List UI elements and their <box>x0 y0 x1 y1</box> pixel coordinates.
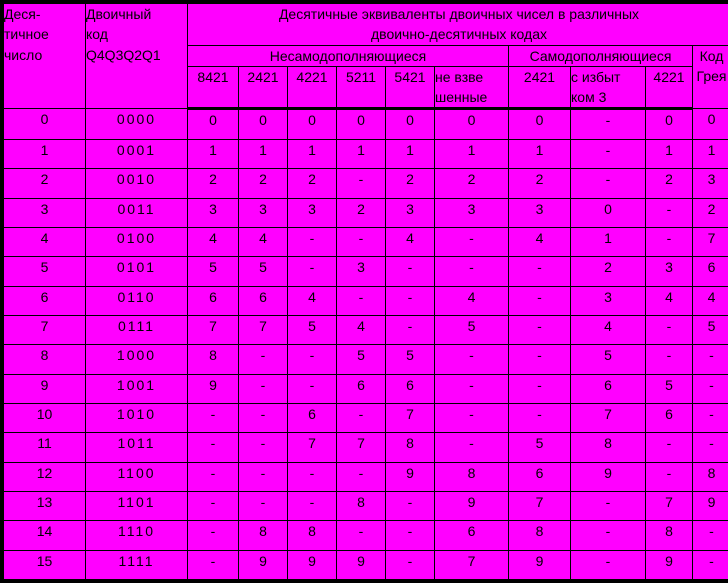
cell-2421-b: - <box>509 345 571 374</box>
cell-binary: 0111 <box>86 315 188 344</box>
cell-5421: 7 <box>386 403 435 432</box>
table-row <box>4 521 728 550</box>
cell-gray: 2 <box>693 198 728 227</box>
cell-unweighted: 2 <box>435 169 509 198</box>
cell-binary: 1010 <box>86 403 188 432</box>
cell-2421-a: 5 <box>239 257 288 286</box>
cell-5211: 8 <box>337 491 386 520</box>
cell-4221-a: - <box>288 257 337 286</box>
cell-8421: 9 <box>188 374 239 403</box>
header-sub-excess-3-line-2: ком 3 <box>571 89 607 106</box>
header-sub-5421: 5421 <box>386 66 435 109</box>
cell-2421-b: 8 <box>509 521 571 550</box>
cell-binary: 0101 <box>86 257 188 286</box>
cell-2421-b: 2 <box>509 169 571 198</box>
cell-4221-b: 6 <box>646 403 693 432</box>
cell-excess-3: - <box>571 109 646 139</box>
table-body <box>4 109 728 580</box>
cell-4221-a: 0 <box>288 109 337 139</box>
table-row <box>4 491 728 520</box>
cell-unweighted: - <box>435 433 509 462</box>
cell-gray: 8 <box>693 462 728 491</box>
cell-5421: 2 <box>386 169 435 198</box>
cell-4221-a: - <box>288 227 337 256</box>
cell-gray: - <box>693 374 728 403</box>
cell-4221-a: 7 <box>288 433 337 462</box>
cell-5421: - <box>386 257 435 286</box>
cell-gray: 3 <box>693 169 728 198</box>
cell-decimal: 13 <box>4 491 86 520</box>
cell-unweighted: 5 <box>435 315 509 344</box>
cell-8421: 4 <box>188 227 239 256</box>
cell-binary: 1001 <box>86 374 188 403</box>
cell-binary: 0000 <box>86 109 188 139</box>
cell-5211: - <box>337 521 386 550</box>
cell-5211: 5 <box>337 345 386 374</box>
cell-excess-3: 0 <box>571 198 646 227</box>
cell-excess-3: 6 <box>571 374 646 403</box>
cell-decimal: 7 <box>4 315 86 344</box>
binary-decimal-codes-table <box>3 3 728 580</box>
table-row <box>4 315 728 344</box>
cell-8421: 3 <box>188 198 239 227</box>
cell-gray: - <box>693 345 728 374</box>
table-row <box>4 227 728 256</box>
cell-decimal: 5 <box>4 257 86 286</box>
cell-5211: 9 <box>337 550 386 580</box>
cell-2421-b: - <box>509 286 571 315</box>
cell-5211: 1 <box>337 139 386 168</box>
cell-5211: 6 <box>337 374 386 403</box>
cell-4221-b: - <box>646 433 693 462</box>
cell-2421-a: - <box>239 462 288 491</box>
cell-binary: 0001 <box>86 139 188 168</box>
header-decimal-number <box>4 4 86 109</box>
cell-4221-b: - <box>646 315 693 344</box>
cell-gray: 4 <box>693 286 728 315</box>
cell-excess-3: 9 <box>571 462 646 491</box>
cell-decimal: 14 <box>4 521 86 550</box>
cell-decimal: 2 <box>4 169 86 198</box>
cell-2421-a: - <box>239 491 288 520</box>
cell-4221-b: 8 <box>646 521 693 550</box>
cell-2421-b: 5 <box>509 433 571 462</box>
cell-4221-a: 4 <box>288 286 337 315</box>
cell-decimal: 0 <box>4 109 86 139</box>
cell-decimal: 11 <box>4 433 86 462</box>
cell-excess-3: - <box>571 139 646 168</box>
cell-gray: - <box>693 521 728 550</box>
cell-2421-a: 3 <box>239 198 288 227</box>
table-row <box>4 462 728 491</box>
cell-excess-3: 3 <box>571 286 646 315</box>
cell-unweighted: 8 <box>435 462 509 491</box>
cell-unweighted: 7 <box>435 550 509 580</box>
cell-4221-a: 5 <box>288 315 337 344</box>
cell-4221-b: - <box>646 345 693 374</box>
cell-5421: - <box>386 286 435 315</box>
cell-8421: 0 <box>188 109 239 139</box>
cell-excess-3: - <box>571 550 646 580</box>
header-decimal-line-2: тичное <box>4 26 49 43</box>
cell-decimal: 1 <box>4 139 86 168</box>
cell-gray: 6 <box>693 257 728 286</box>
cell-2421-b: - <box>509 257 571 286</box>
cell-decimal: 8 <box>4 345 86 374</box>
cell-2421-b: 0 <box>509 109 571 139</box>
cell-2421-a: 7 <box>239 315 288 344</box>
cell-2421-b: - <box>509 315 571 344</box>
cell-2421-a: - <box>239 345 288 374</box>
cell-4221-a: - <box>288 491 337 520</box>
table-header <box>4 4 728 109</box>
header-binary-line-2: код <box>86 26 108 43</box>
cell-decimal: 6 <box>4 286 86 315</box>
cell-excess-3: 5 <box>571 345 646 374</box>
cell-8421: 1 <box>188 139 239 168</box>
cell-gray: 1 <box>693 139 728 168</box>
cell-4221-b: 3 <box>646 257 693 286</box>
table-row <box>4 433 728 462</box>
cell-5211: 7 <box>337 433 386 462</box>
table-row <box>4 169 728 198</box>
table-row <box>4 139 728 168</box>
header-decimal-line-1: Деся- <box>4 6 41 22</box>
cell-excess-3: 1 <box>571 227 646 256</box>
cell-2421-a: 0 <box>239 109 288 139</box>
cell-4221-a: 2 <box>288 169 337 198</box>
cell-4221-a: - <box>288 345 337 374</box>
cell-binary: 1000 <box>86 345 188 374</box>
cell-unweighted: 9 <box>435 491 509 520</box>
cell-unweighted: - <box>435 227 509 256</box>
cell-2421-a: - <box>239 433 288 462</box>
cell-4221-a: - <box>288 374 337 403</box>
header-title-line-2: двоично-десятичных кодах <box>371 26 547 43</box>
cell-4221-b: 5 <box>646 374 693 403</box>
table-row <box>4 286 728 315</box>
cell-5211: - <box>337 227 386 256</box>
header-sub-4221-b: 4221 <box>646 66 693 109</box>
cell-8421: 5 <box>188 257 239 286</box>
cell-8421: - <box>188 403 239 432</box>
header-sub-unweighted-line-1: не взве <box>435 68 484 85</box>
cell-5211: - <box>337 286 386 315</box>
cell-2421-b: 4 <box>509 227 571 256</box>
cell-gray: 5 <box>693 315 728 344</box>
cell-excess-3: 4 <box>571 315 646 344</box>
cell-4221-b: - <box>646 462 693 491</box>
cell-gray: - <box>693 433 728 462</box>
cell-binary: 1101 <box>86 491 188 520</box>
cell-decimal: 4 <box>4 227 86 256</box>
cell-unweighted: - <box>435 374 509 403</box>
header-title-equivalents <box>188 4 728 46</box>
cell-2421-a: 4 <box>239 227 288 256</box>
cell-2421-b: - <box>509 374 571 403</box>
cell-5421: 0 <box>386 109 435 139</box>
cell-excess-3: 8 <box>571 433 646 462</box>
cell-decimal: 12 <box>4 462 86 491</box>
cell-5421: 5 <box>386 345 435 374</box>
cell-gray: - <box>693 403 728 432</box>
cell-2421-b: 6 <box>509 462 571 491</box>
cell-gray: 7 <box>693 227 728 256</box>
cell-8421: - <box>188 433 239 462</box>
header-sub-5211: 5211 <box>337 66 386 109</box>
table-row <box>4 374 728 403</box>
cell-4221-b: - <box>646 198 693 227</box>
cell-2421-b: 7 <box>509 491 571 520</box>
cell-2421-a: 8 <box>239 521 288 550</box>
cell-binary: 0010 <box>86 169 188 198</box>
cell-5421: 1 <box>386 139 435 168</box>
header-sub-excess-3 <box>571 66 646 109</box>
cell-5211: 3 <box>337 257 386 286</box>
cell-5211: - <box>337 462 386 491</box>
cell-8421: - <box>188 462 239 491</box>
cell-binary: 0110 <box>86 286 188 315</box>
header-binary-line-3: Q4Q3Q2Q1 <box>86 46 161 63</box>
cell-gray: - <box>693 550 728 580</box>
cell-unweighted: 0 <box>435 109 509 139</box>
cell-5421: 9 <box>386 462 435 491</box>
cell-2421-b: 9 <box>509 550 571 580</box>
cell-5211: 4 <box>337 315 386 344</box>
cell-excess-3: - <box>571 491 646 520</box>
cell-2421-a: 2 <box>239 169 288 198</box>
cell-4221-a: 6 <box>288 403 337 432</box>
cell-unweighted: - <box>435 403 509 432</box>
header-group-non-self-complementing: Несамодополняющиеся <box>188 45 509 66</box>
cell-4221-b: 2 <box>646 169 693 198</box>
cell-decimal: 15 <box>4 550 86 580</box>
cell-excess-3: 7 <box>571 403 646 432</box>
cell-decimal: 9 <box>4 374 86 403</box>
cell-4221-a: 3 <box>288 198 337 227</box>
cell-2421-b: - <box>509 403 571 432</box>
header-binary-line-1: Двоичный <box>86 6 152 22</box>
table-row <box>4 345 728 374</box>
cell-4221-b: 0 <box>646 109 693 139</box>
cell-8421: 7 <box>188 315 239 344</box>
header-binary-code <box>86 4 188 109</box>
cell-5211: - <box>337 403 386 432</box>
cell-4221-b: 1 <box>646 139 693 168</box>
header-gray-line-2: Грея <box>696 67 727 84</box>
header-group-self-complementing: Самодополняющиеся <box>509 45 693 66</box>
cell-excess-3: 2 <box>571 257 646 286</box>
cell-excess-3: - <box>571 169 646 198</box>
cell-unweighted: 3 <box>435 198 509 227</box>
cell-binary: 1100 <box>86 462 188 491</box>
cell-5421: 6 <box>386 374 435 403</box>
cell-4221-b: - <box>646 227 693 256</box>
cell-4221-b: 9 <box>646 550 693 580</box>
cell-5421: 3 <box>386 198 435 227</box>
cell-binary: 1111 <box>86 550 188 580</box>
header-sub-unweighted-line-2: шенные <box>435 89 488 106</box>
cell-4221-b: 4 <box>646 286 693 315</box>
cell-5421: 4 <box>386 227 435 256</box>
cell-8421: 6 <box>188 286 239 315</box>
cell-5211: - <box>337 169 386 198</box>
cell-2421-a: - <box>239 403 288 432</box>
cell-decimal: 10 <box>4 403 86 432</box>
table-row <box>4 550 728 580</box>
header-sub-4221-a: 4221 <box>288 66 337 109</box>
cell-4221-a: 1 <box>288 139 337 168</box>
cell-8421: - <box>188 521 239 550</box>
header-sub-8421: 8421 <box>188 66 239 109</box>
cell-unweighted: - <box>435 257 509 286</box>
cell-5421: - <box>386 521 435 550</box>
header-sub-2421-b: 2421 <box>509 66 571 109</box>
header-sub-excess-3-line-1: с избыт <box>571 68 621 85</box>
cell-unweighted: 6 <box>435 521 509 550</box>
cell-4221-b: 7 <box>646 491 693 520</box>
header-group-gray-code <box>693 45 728 109</box>
cell-unweighted: 4 <box>435 286 509 315</box>
cell-4221-a: - <box>288 462 337 491</box>
cell-8421: - <box>188 550 239 580</box>
header-sub-2421-a: 2421 <box>239 66 288 109</box>
table-row <box>4 198 728 227</box>
header-gray-line-1: Код <box>699 47 724 64</box>
cell-binary: 1110 <box>86 521 188 550</box>
header-title-line-1: Десятичные эквиваленты двоичных чисел в различных <box>278 6 640 22</box>
header-sub-unweighted <box>435 66 509 109</box>
header-row-1 <box>4 4 728 46</box>
cell-decimal: 3 <box>4 198 86 227</box>
cell-5211: 2 <box>337 198 386 227</box>
cell-2421-b: 1 <box>509 139 571 168</box>
cell-binary: 0011 <box>86 198 188 227</box>
cell-excess-3: - <box>571 521 646 550</box>
cell-2421-b: 3 <box>509 198 571 227</box>
table-row <box>4 257 728 286</box>
header-decimal-line-3: число <box>4 46 43 63</box>
cell-binary: 0100 <box>86 227 188 256</box>
cell-5421: - <box>386 491 435 520</box>
cell-5421: - <box>386 315 435 344</box>
cell-unweighted: 1 <box>435 139 509 168</box>
cell-binary: 1011 <box>86 433 188 462</box>
table-row <box>4 403 728 432</box>
cell-8421: - <box>188 491 239 520</box>
cell-2421-a: 6 <box>239 286 288 315</box>
cell-5421: - <box>386 550 435 580</box>
cell-unweighted: - <box>435 345 509 374</box>
cell-5421: 8 <box>386 433 435 462</box>
cell-5211: 0 <box>337 109 386 139</box>
cell-4221-a: 8 <box>288 521 337 550</box>
cell-8421: 2 <box>188 169 239 198</box>
cell-gray: 9 <box>693 491 728 520</box>
table-row <box>4 109 728 139</box>
cell-8421: 8 <box>188 345 239 374</box>
cell-2421-a: 9 <box>239 550 288 580</box>
cell-4221-a: 9 <box>288 550 337 580</box>
cell-2421-a: - <box>239 374 288 403</box>
cell-2421-a: 1 <box>239 139 288 168</box>
cell-gray: 0 <box>693 109 728 139</box>
